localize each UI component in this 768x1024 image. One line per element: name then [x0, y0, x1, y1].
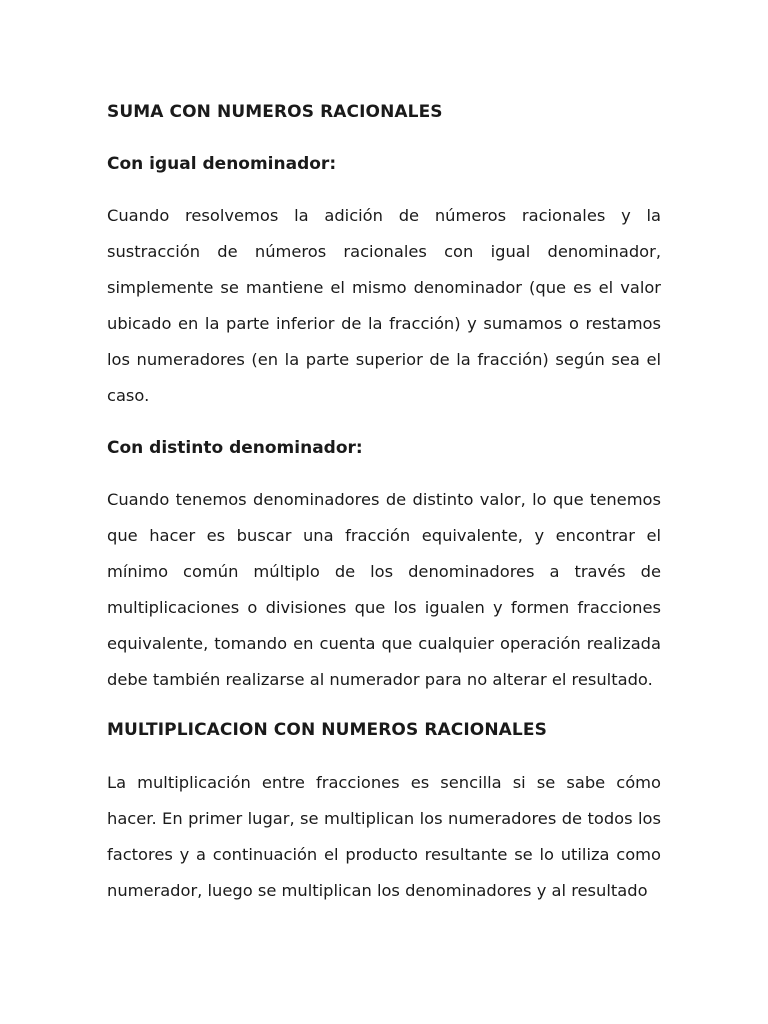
paragraph-distinto-denominador: Cuando tenemos denominadores de distinto valor, lo que tenemos que hacer es buscar una fracción equivalente, y encontrar el mínimo común múltiplo de los denominadores a través de multiplicaciones o divisiones que los igualen y formen fracciones equivalente, tomando en cuenta que cualquier operación realizada debe también realizarse al numerador para no alterar el resultado.	[107, 490, 661, 689]
subheading-distinto-denominador: Con distinto denominador:	[107, 438, 363, 458]
subheading-igual-denominador: Con igual denominador:	[107, 154, 337, 174]
heading-suma: SUMA CON NUMEROS RACIONALES	[107, 102, 443, 122]
heading-multiplicacion: MULTIPLICACION CON NUMEROS RACIONALES	[107, 720, 547, 740]
paragraph-igual-denominador: Cuando resolvemos la adición de números racionales y la sustracción de números racionales con igual denominador, simplemente se mantiene el mismo denominador (que es el valor ubicado en la parte inferior de la fracción) y sumamos o restamos los numeradores (en la parte superior de la fracción) según sea el caso.	[107, 206, 661, 405]
paragraph-multiplicacion: La multiplicación entre fracciones es sencilla si se sabe cómo hacer. En primer lugar, se multiplican los numeradores de todos los factores y a continuación el producto resultante se lo utiliza como numerador, luego se multiplican los denominadores y al resultado	[107, 773, 661, 900]
